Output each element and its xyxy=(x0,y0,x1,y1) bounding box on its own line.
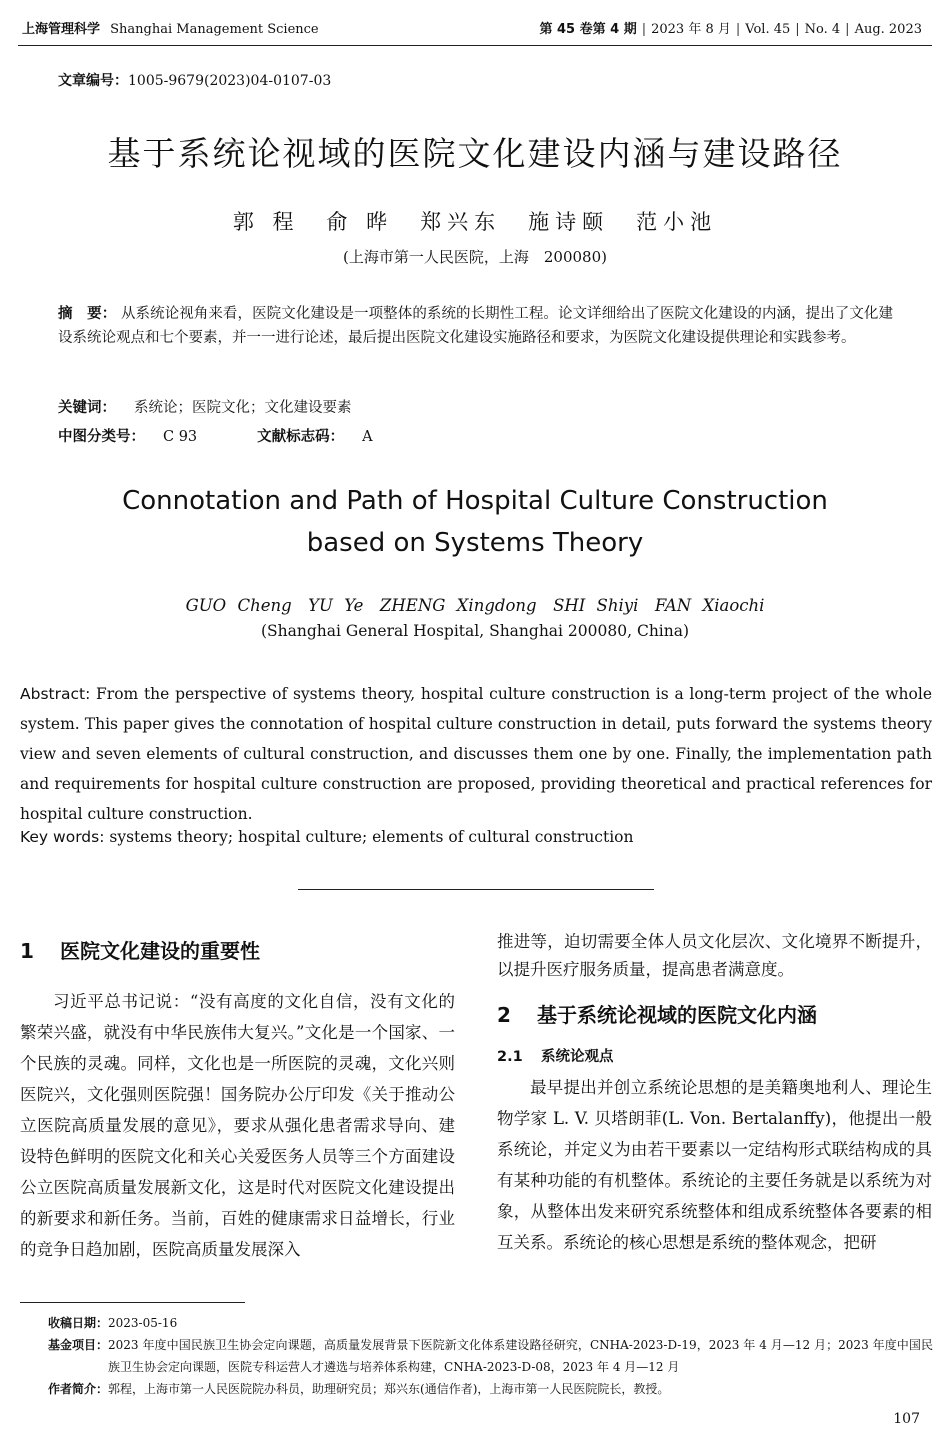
running-header: 上海管理科学 Shanghai Management Science 第 45 卷第 4 期 | 2023 年 8 月 | Vol. 45 | No. 4 | Aug. 2023 xyxy=(22,22,922,37)
keywords-cn-value: 系统论；医院文化；文化建设要素 xyxy=(134,400,352,416)
section-2-title: 基于系统论视域的医院文化内涵 xyxy=(537,1003,817,1027)
title-en-line-1: Connotation and Path of Hospital Culture Construction xyxy=(122,486,828,516)
date-en: Aug. 2023 xyxy=(854,22,922,37)
abstract-cn-text: 从系统论视角来看，医院文化建设是一项整体的系统的长期性工程。论文详细给出了医院文化建设的内涵，提出了文化建设系统论观点和七个要素，并一一进行论述，最后提出医院文化建设实施路径和要求，为医院文化建设提供理论和实践参考。 xyxy=(58,306,894,346)
issue-cn: 第 45 卷第 4 期 xyxy=(539,22,637,37)
clc-value: C 93 xyxy=(163,429,198,445)
authors-en: GUO Cheng YU Ye ZHENG Xingdong SHI Shiyi FAN Xiaochi xyxy=(185,596,765,615)
abstract-en-label: Abstract: xyxy=(20,685,91,703)
journal-name-en: Shanghai Management Science xyxy=(110,22,319,37)
date-cn: 2023 年 8 月 xyxy=(651,22,731,37)
page-number: 107 xyxy=(893,1411,920,1427)
section-2-number: 2 xyxy=(497,1003,511,1027)
keywords-en xyxy=(20,828,634,846)
volume: Vol. 45 xyxy=(745,22,791,37)
classification xyxy=(58,425,373,446)
footnote-author xyxy=(48,1378,933,1400)
article-number-value: 1005-9679(2023)04-0107-03 xyxy=(128,73,332,89)
author-bio-label: 作者简介： xyxy=(48,1382,109,1396)
section-divider xyxy=(298,889,654,890)
authors-cn: 郭 程 俞 晔 郑兴东 施诗颐 范小池 xyxy=(232,210,718,234)
received-value: 2023-05-16 xyxy=(108,1316,178,1330)
article-number-label: 文章编号： xyxy=(58,73,128,89)
abstract-en-text: From the perspective of systems theory, hospital culture construction is a long-term project of the whole system. This paper gives the connotation of hospital culture construction in detail, puts forward the systems theory view and seven elements of cultural construction, and discusses them one by one. Finally, the implementation path and requirements for hospital culture construction are proposed, providing theoretical and practical references for hospital culture construction. xyxy=(20,685,932,823)
section-1-paragraph: 习近平总书记说：“没有高度的文化自信，没有文化的繁荣兴盛，就没有中华民族伟大复兴。”文化是一个国家、一个民族的灵魂。同样，文化也是一所医院的灵魂，文化兴则医院兴，文化强则医院强！国务院办公厅印发《关于推动公立医院高质量发展的意见》，要求从强化患者需求导向、建设特色鲜明的医院文化和关心关爱医务人员等三个方面建设公立医院高质量发展新文化，这是时代对医院文化建设提出的新要求和新任务。当前，百姓的健康需求日益增长，行业的竞争日趋加剧，医院高质量发展深入 xyxy=(20,992,455,1259)
abstract-cn xyxy=(58,302,893,350)
abstract-en xyxy=(20,679,932,829)
keywords-en-value: systems theory; hospital culture; elements of cultural construction xyxy=(104,828,634,846)
journal-name-cn: 上海管理科学 xyxy=(22,22,101,37)
fund-label: 基金项目： xyxy=(48,1338,109,1352)
fund-value: 2023 年度中国民族卫生协会定向课题，高质量发展背景下医院新文化体系建设路径研究，CNHA-2023-D-19，2023 年 4 月—12 月；2023 年度中国民族卫生协会定向课题，医院专科运营人才遴选与培养体系构建，CNHA-2023-D-08，2023 年 4 月—12 月 xyxy=(108,1338,933,1374)
affiliation-en: (Shanghai General Hospital, Shanghai 200080, China) xyxy=(260,622,690,640)
keywords-cn xyxy=(58,396,352,417)
abstract-cn-label: 摘 要： xyxy=(58,306,117,322)
section-2-heading xyxy=(497,998,932,1032)
subsection-2-1-title: 系统论观点 xyxy=(541,1049,614,1065)
body-column-left xyxy=(20,928,455,1265)
footnote-received xyxy=(48,1312,933,1334)
continued-paragraph: 推进等，迫切需要全体人员文化层次、文化境界不断提升，以提升医疗服务质量，提高患者满意度。 xyxy=(497,932,932,979)
article-number xyxy=(58,70,331,90)
doc-code-label: 文献标志码： xyxy=(257,429,345,445)
subsection-2-1-paragraph: 最早提出并创立系统论思想的是美籍奥地利人、理论生物学家 L. V. 贝塔朗菲(L. Von. Bertalanffy)，他提出一般系统论，并定义为由若干要素以一定结构形式联结构成的具有某种功能的有机整体。系统论的主要任务就是以系统为对象，从整体出发来研究系统整体和组成系统整体各要素的相互关系。系统论的核心思想是系统的整体观念，把研 xyxy=(497,1078,932,1252)
header-divider xyxy=(18,45,932,46)
footnote-fund xyxy=(48,1334,933,1378)
title-en-line-2: based on Systems Theory xyxy=(306,528,644,558)
section-1-heading xyxy=(20,934,455,968)
title-en xyxy=(0,480,950,564)
keywords-en-label: Key words: xyxy=(20,828,105,846)
author-bio-value: 郭程，上海市第一人民医院院办科员，助理研究员；郑兴东(通信作者)，上海市第一人民医院院长，教授。 xyxy=(108,1382,670,1396)
keywords-cn-label: 关键词： xyxy=(58,400,116,416)
section-1-number: 1 xyxy=(20,939,34,963)
footnote-divider xyxy=(20,1302,245,1303)
body-column-right xyxy=(497,928,932,1258)
clc-label: 中图分类号： xyxy=(58,429,145,445)
footnotes xyxy=(48,1312,933,1400)
subsection-2-1-heading xyxy=(497,1042,932,1072)
subsection-2-1-number: 2.1 xyxy=(497,1049,523,1065)
issue-number: No. 4 xyxy=(804,22,841,37)
title-cn: 基于系统论视域的医院文化建设内涵与建设路径 xyxy=(107,134,843,173)
doc-code-value: A xyxy=(362,429,373,445)
received-label: 收稿日期： xyxy=(48,1316,109,1330)
affiliation-cn: (上海市第一人民医院，上海 200080) xyxy=(343,248,607,266)
section-1-title: 医院文化建设的重要性 xyxy=(60,939,260,963)
